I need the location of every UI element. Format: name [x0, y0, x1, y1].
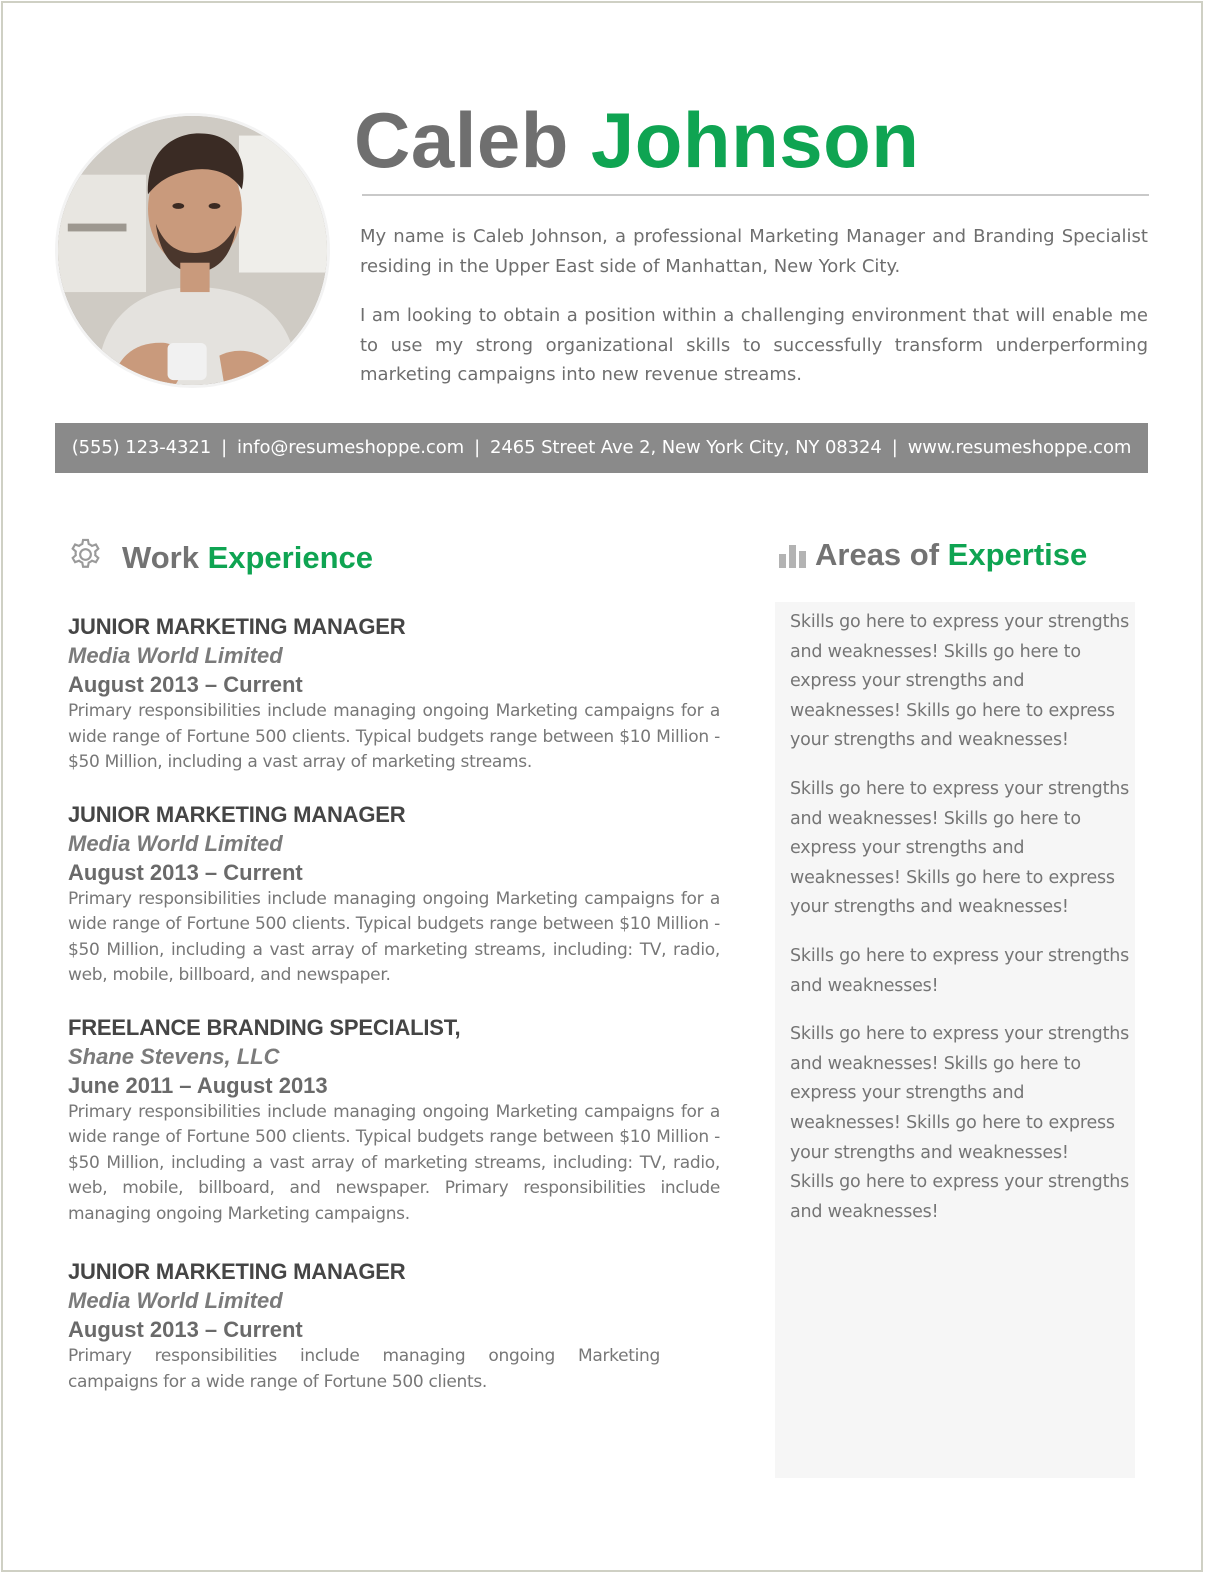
expertise-heading: [815, 537, 1087, 573]
candidate-name: [354, 95, 919, 186]
contact-website[interactable]: www.resumeshoppe.com: [907, 437, 1132, 458]
job-company: Shane Stevens, LLC: [68, 1043, 280, 1069]
job-description: Primary responsibilities include managing ongoing Marketing campaigns for a wide range of Fortune 500 clients. Typical budgets range between $10 Million - $50 Million, including a vast array of marketing streams, including: TV, radio, web, mobile, billboard, and newspaper.: [68, 888, 720, 985]
job-dates: August 2013 – Current: [68, 672, 303, 697]
job-entry: [68, 800, 720, 989]
heading-accent: Experience: [207, 540, 374, 575]
expertise-paragraph: Skills go here to express your strengths and weaknesses!: [790, 1172, 1130, 1222]
portrait-illustration: [58, 116, 327, 385]
expertise-paragraph: Skills go here to express your strengths and weaknesses! Skills go here to express your strengths and weaknesses! Skills go here to express your strengths and weaknesses!: [790, 1024, 1130, 1163]
bar-chart-icon: [779, 543, 806, 568]
heading-plain: Areas of: [815, 537, 940, 572]
expertise-paragraph: Skills go here to express your strengths and weaknesses!: [790, 945, 1130, 996]
contact-email[interactable]: info@resumeshoppe.com: [237, 437, 465, 458]
contact-bar: [55, 423, 1148, 473]
last-name: Johnson: [590, 96, 920, 184]
job-entry: [68, 612, 720, 776]
job-title: JUNIOR MARKETING MANAGER: [68, 614, 406, 639]
contact-separator: |: [474, 437, 481, 458]
job-entry: [68, 1257, 720, 1395]
intro-paragraph: My name is Caleb Johnson, a professional Marketing Manager and Branding Specialist residing in the Upper East side of Manhattan, New York City.: [360, 226, 1148, 277]
job-dates: June 2011 – August 2013: [68, 1072, 328, 1098]
heading-plain: Work: [122, 540, 199, 575]
contact-address: 2465 Street Ave 2, New York City, NY 08324: [490, 437, 882, 458]
gear-icon: [68, 537, 103, 572]
profile-photo: [55, 113, 330, 388]
name-divider: [362, 194, 1149, 196]
job-title: JUNIOR MARKETING MANAGER: [68, 801, 406, 827]
contact-separator: |: [221, 437, 228, 458]
job-description: Primary responsibilities include managing ongoing Marketing campaigns for a wide range of Fortune 500 clients.: [68, 1346, 660, 1392]
job-title: FREELANCE BRANDING SPECIALIST,: [68, 1014, 461, 1040]
intro-paragraph: I am looking to obtain a position within a challenging environment that will enable me to use my strong organizational skills to successfully transform underperforming marketing campaigns into new revenue streams.: [360, 305, 1148, 385]
job-company: Media World Limited: [68, 830, 283, 856]
job-company: Media World Limited: [68, 643, 283, 668]
job-dates: August 2013 – Current: [68, 859, 303, 885]
expertise-paragraph: Skills go here to express your strengths and weaknesses! Skills go here to express your strengths and weaknesses! Skills go here to express your strengths and weaknesses!: [790, 612, 1130, 751]
intro-section: [360, 222, 1148, 410]
job-dates: August 2013 – Current: [68, 1317, 303, 1342]
contact-phone: (555) 123-4321: [71, 437, 212, 458]
heading-accent: Expertise: [947, 537, 1088, 572]
first-name: Caleb: [354, 96, 569, 184]
expertise-paragraph: Skills go here to express your strengths and weaknesses! Skills go here to express your strengths and weaknesses! Skills go here to express your strengths and weaknesses!: [790, 778, 1130, 918]
work-experience-heading: [122, 540, 373, 576]
job-entry: [68, 1013, 720, 1228]
contact-separator: |: [891, 437, 898, 458]
job-company: Media World Limited: [68, 1288, 283, 1313]
job-description: Primary responsibilities include managing ongoing Marketing campaigns for a wide range of Fortune 500 clients. Typical budgets range between $10 Million - $50 Million, including a vast array of marketing streams.: [68, 701, 720, 772]
job-description: Primary responsibilities include managing ongoing Marketing campaigns for a wide range of Fortune 500 clients. Typical budgets range between $10 Million - $50 Million, including a vast array of marketing streams, including: TV, radio, web, mobile, billboard, and newspaper. Primary responsibilities include managing ongoing Marketing campaigns.: [68, 1101, 720, 1224]
expertise-list: [790, 608, 1130, 1246]
work-experience-list: [68, 612, 720, 1419]
job-title: JUNIOR MARKETING MANAGER: [68, 1259, 406, 1284]
